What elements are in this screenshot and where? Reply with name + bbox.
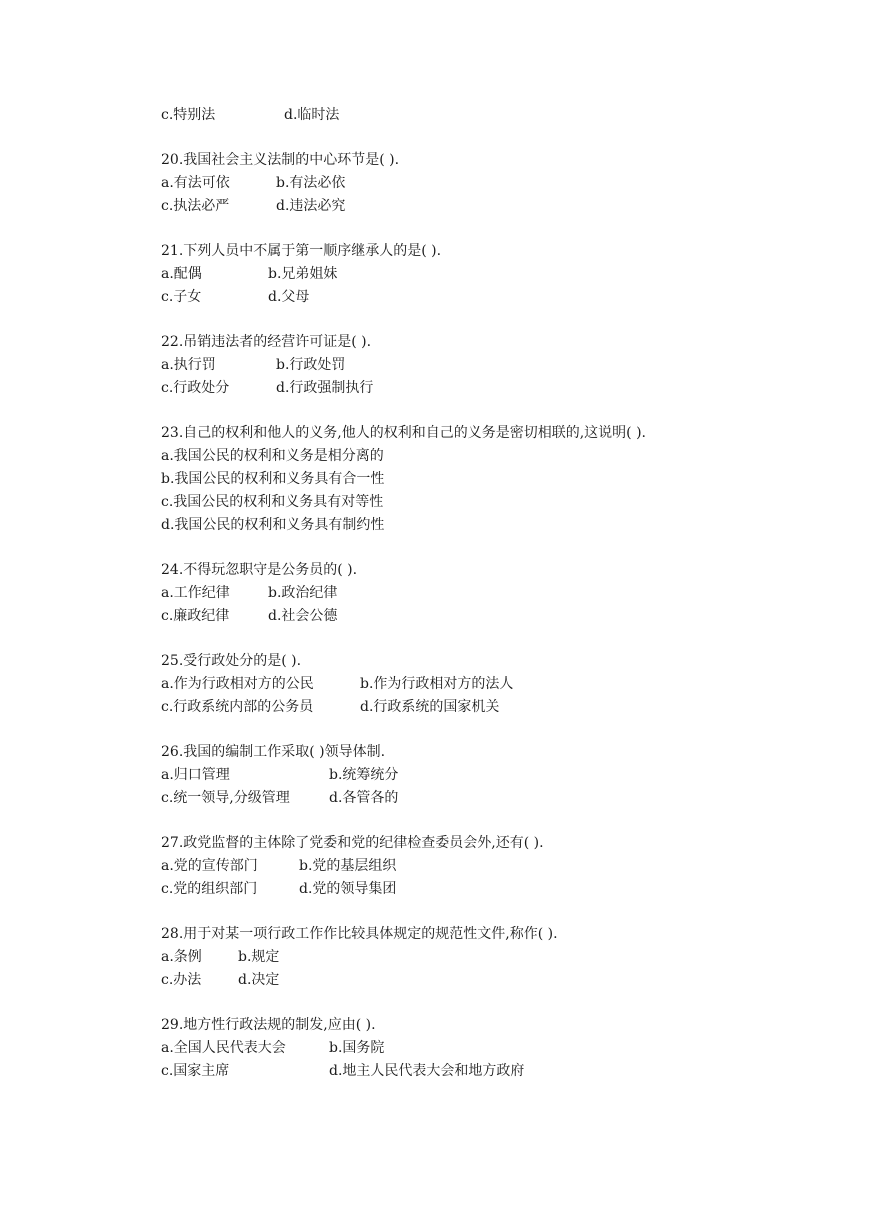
option-d: d.社会公德 — [268, 608, 338, 624]
option-a: a.配偶 — [161, 266, 202, 282]
option-d: d.各管各的 — [329, 790, 399, 806]
option-row — [161, 1060, 821, 1083]
option-c: c.统一领导,分级管理 — [161, 790, 290, 806]
option-a: a.作为行政相对方的公民 — [161, 676, 314, 692]
option-d: d.行政系统的国家机关 — [360, 699, 500, 715]
option-d: d.我国公民的权利和义务具有制约性 — [161, 517, 385, 533]
option-row — [161, 263, 821, 286]
question-28: 28.用于对某一项行政工作作比较具体规定的规范性文件,称作( ). — [161, 926, 558, 942]
question-26: 26.我国的编制工作采取( )领导体制. — [161, 744, 386, 760]
option-c: c.廉政纪律 — [161, 608, 230, 624]
option-a: a.条例 — [161, 949, 202, 965]
option-row — [161, 855, 821, 878]
option-row — [161, 673, 821, 696]
option-row — [161, 104, 821, 127]
option-row — [161, 696, 821, 719]
option-a: a.工作纪律 — [161, 585, 230, 601]
option-c: c.办法 — [161, 972, 202, 988]
option-row — [161, 605, 821, 628]
question-22: 22.吊销违法者的经营许可证是( ). — [161, 334, 372, 350]
option-row — [161, 582, 821, 605]
option-b: b.规定 — [238, 949, 280, 965]
option-d: d.地主人民代表大会和地方政府 — [329, 1063, 525, 1079]
option-b: b.政治纪律 — [268, 585, 338, 601]
document-page — [161, 104, 821, 1083]
option-c: c.我国公民的权利和义务具有对等性 — [161, 494, 384, 510]
option-row — [161, 969, 821, 992]
option-c: c.执法必严 — [161, 198, 230, 214]
option-a: a.我国公民的权利和义务是相分离的 — [161, 448, 384, 464]
option-c: c.行政系统内部的公务员 — [161, 699, 314, 715]
option-a: a.归口管理 — [161, 767, 230, 783]
option-d: d.党的领导集团 — [299, 881, 397, 897]
option-d: d.行政强制执行 — [276, 380, 374, 396]
option-a: a.党的宣传部门 — [161, 858, 258, 874]
option-b: b.统筹统分 — [329, 767, 399, 783]
option-b: b.兄弟姐妹 — [268, 266, 338, 282]
question-20: 20.我国社会主义法制的中心环节是( ). — [161, 152, 400, 168]
option-a: a.执行罚 — [161, 357, 216, 373]
option-row — [161, 377, 821, 400]
option-row — [161, 946, 821, 969]
option-d: d.父母 — [268, 289, 310, 305]
option-b: b.作为行政相对方的法人 — [360, 676, 514, 692]
option-d: d.临时法 — [284, 107, 340, 123]
option-c: c.行政处分 — [161, 380, 230, 396]
option-b: b.有法必依 — [276, 175, 346, 191]
question-29: 29.地方性行政法规的制发,应由( ). — [161, 1017, 376, 1033]
option-row — [161, 195, 821, 218]
option-a: a.有法可依 — [161, 175, 230, 191]
question-25: 25.受行政处分的是( ). — [161, 653, 302, 669]
option-row — [161, 1037, 821, 1060]
option-b: b.行政处罚 — [276, 357, 346, 373]
option-c: c.特别法 — [161, 107, 216, 123]
option-d: d.决定 — [238, 972, 280, 988]
question-27: 27.政党监督的主体除了党委和党的纪律检查委员会外,还有( ). — [161, 835, 544, 851]
question-24: 24.不得玩忽职守是公务员的( ). — [161, 562, 358, 578]
option-d: d.违法必究 — [276, 198, 346, 214]
option-row — [161, 764, 821, 787]
option-c: c.国家主席 — [161, 1063, 230, 1079]
option-row — [161, 172, 821, 195]
option-b: b.党的基层组织 — [299, 858, 397, 874]
option-row — [161, 354, 821, 377]
option-c: c.子女 — [161, 289, 202, 305]
option-row — [161, 787, 821, 810]
option-b: b.我国公民的权利和义务具有合一性 — [161, 471, 385, 487]
question-23: 23.自己的权利和他人的义务,他人的权利和自己的义务是密切相联的,这说明( ). — [161, 425, 646, 441]
option-b: b.国务院 — [329, 1040, 385, 1056]
option-row — [161, 878, 821, 901]
question-21: 21.下列人员中不属于第一顺序继承人的是( ). — [161, 243, 442, 259]
option-a: a.全国人民代表大会 — [161, 1040, 286, 1056]
option-c: c.党的组织部门 — [161, 881, 258, 897]
option-row — [161, 286, 821, 309]
